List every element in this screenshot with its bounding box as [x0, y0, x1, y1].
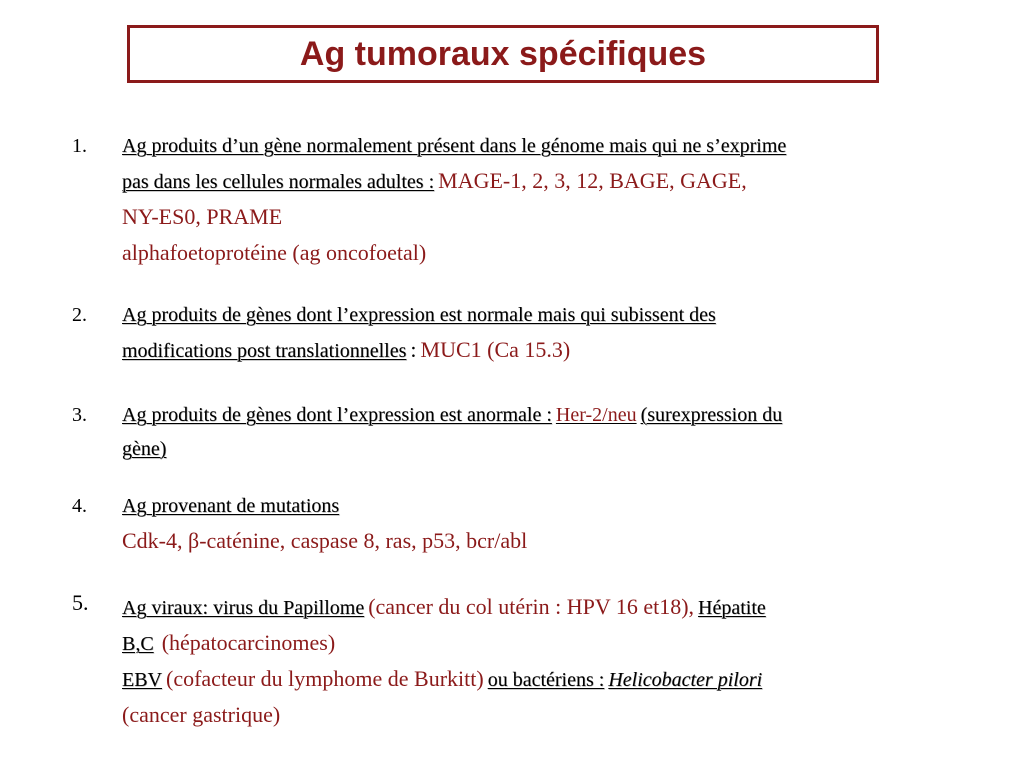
item-text: Hépatite — [698, 597, 766, 619]
item-text: Ag produits de gènes dont l’expression est normale mais qui subissent des — [122, 304, 716, 326]
item-text: gène) — [122, 438, 167, 460]
antigen-note: (hépatocarcinomes) — [161, 630, 336, 655]
antigen-note: (cancer du col utérin : HPV 16 et18), — [368, 594, 695, 619]
bacteria-name: Helicobacter pilori — [608, 669, 763, 691]
colon: : — [410, 337, 417, 362]
item-text: Ag viraux: virus du Papillome — [122, 597, 365, 619]
antigen-list: MUC1 (Ca 15.3) — [420, 337, 571, 362]
slide-title: Ag tumoraux spécifiques — [299, 34, 707, 73]
item-text: EBV — [122, 669, 162, 691]
antigen-note: alphafoetoprotéine (ag oncofoetal) — [122, 240, 427, 265]
item-number: 3. — [72, 404, 87, 426]
item-text: B,C — [122, 633, 154, 655]
item-number: 2. — [72, 304, 87, 326]
title-box — [127, 25, 879, 83]
item-number: 4. — [72, 495, 87, 517]
antigen-note: (cancer gastrique) — [122, 702, 281, 727]
item-text: modifications post translationnelles — [122, 340, 407, 362]
antigen-list: Cdk-4, β-caténine, caspase 8, ras, p53, bcr/abl — [122, 528, 528, 553]
item-number: 1. — [72, 135, 87, 157]
antigen-name: Her-2/neu — [555, 404, 637, 426]
item-text: Ag produits de gènes dont l’expression est anormale : — [122, 404, 552, 426]
item-body — [122, 590, 992, 734]
item-text: Ag provenant de mutations — [122, 495, 340, 517]
item-number: 5. — [72, 590, 89, 615]
antigen-list: NY-ES0, PRAME — [122, 204, 283, 229]
item-body — [122, 490, 992, 560]
item-body — [122, 399, 992, 467]
antigen-note: (cofacteur du lymphome de Burkitt) — [166, 666, 484, 691]
item-text: pas dans les cellules normales adultes : — [122, 171, 435, 193]
item-body — [122, 130, 992, 272]
item-text: Ag produits d’un gène normalement présent dans le génome mais qui ne s’exprime — [122, 135, 787, 157]
item-text: (surexpression du — [640, 404, 783, 426]
item-text: ou bactériens : — [487, 669, 605, 691]
antigen-list: MAGE-1, 2, 3, 12, BAGE, GAGE, — [438, 168, 747, 193]
item-body — [122, 299, 992, 369]
